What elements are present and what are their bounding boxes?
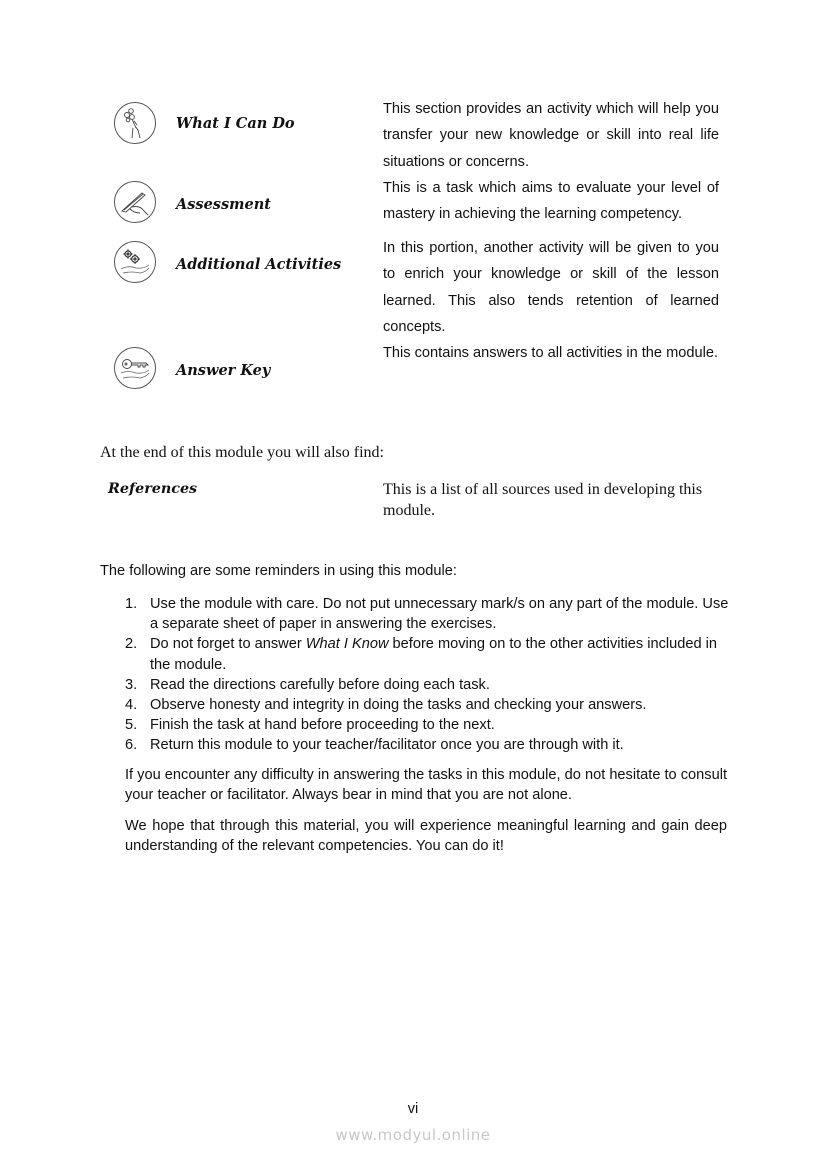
reminders-list (125, 594, 735, 756)
reminder-text-part: Do not forget to answer (150, 636, 306, 653)
reminder-text: Use the module with care. Do not put unnecessary mark/s on any part of the module. Use a separate sheet of paper in answering the exercises. (150, 596, 729, 633)
hand-gears-icon (114, 241, 156, 283)
section-description: This contains answers to all activities in the module. (383, 345, 719, 361)
section-label: Additional Activities (176, 256, 342, 273)
reminder-item (125, 675, 735, 695)
reminder-emphasis: What I Know (305, 636, 389, 653)
section-description: This section provides an activity which will help you transfer your new knowledge or skill into real life situations or concerns. (383, 101, 719, 170)
reminder-text: Return this module to your teacher/facilitator once you are through with it. (150, 737, 624, 754)
hand-writing-pen-icon (114, 181, 156, 223)
reminder-item (125, 695, 735, 715)
section-icon-assessment (114, 181, 156, 223)
reminder-number: 4. (125, 697, 138, 714)
section-description: In this portion, another activity will be given to you to enrich your knowledge or skill of the lesson learned. This also tends retention of learned concepts. (383, 240, 719, 335)
section-description: This is a task which aims to evaluate your level of mastery in achieving the learning competency. (383, 180, 719, 223)
reminder-number: 1. (125, 596, 138, 612)
reminder-text: Observe honesty and integrity in doing the tasks and checking your answers. (150, 697, 647, 714)
reminder-text: Finish the task at hand before proceeding to the next. (150, 717, 495, 734)
reminder-text-part: before moving on to the other activities included in the module. (150, 636, 718, 673)
reminder-text (150, 636, 717, 672)
reminders-title: The following are some reminders in using this module: (100, 563, 457, 579)
closing-paragraph: If you encounter any difficulty in answering the tasks in this module, do not hesitate to consult your teacher or facilitator. Always bear in mind that you are not alone. (125, 767, 727, 804)
section-icon-answer-key (114, 347, 156, 389)
reminder-item (125, 715, 735, 735)
section-label: Assessment (176, 196, 271, 213)
reminder-number: 5. (125, 717, 138, 734)
references-description: This is a list of all sources used in developing this module. (383, 481, 703, 519)
closing-paragraph: We hope that through this material, you will experience meaningful learning and gain deep understanding of the relevant competencies. You can do it! (125, 818, 727, 855)
section-icon-what-i-can-do (114, 102, 156, 144)
reminder-item (125, 735, 735, 755)
section-label: What I Can Do (176, 115, 295, 132)
reminder-text: Read the directions carefully before doing each task. (150, 676, 490, 693)
reminder-item (125, 594, 735, 634)
end-section-intro: At the end of this module you will also find: (100, 444, 384, 461)
reminder-number: 2. (125, 636, 138, 653)
section-label: Answer Key (176, 362, 271, 379)
watermark: www.modyul.online (335, 1126, 491, 1144)
reminder-number: 6. (125, 737, 138, 754)
reminder-number: 3. (125, 676, 138, 693)
hand-flowers-icon (114, 102, 156, 144)
reminder-item (125, 634, 735, 674)
hand-key-icon (114, 347, 156, 389)
page-number: vi (407, 1101, 419, 1117)
section-icon-additional-activities (114, 241, 156, 283)
references-label: References (108, 481, 198, 497)
